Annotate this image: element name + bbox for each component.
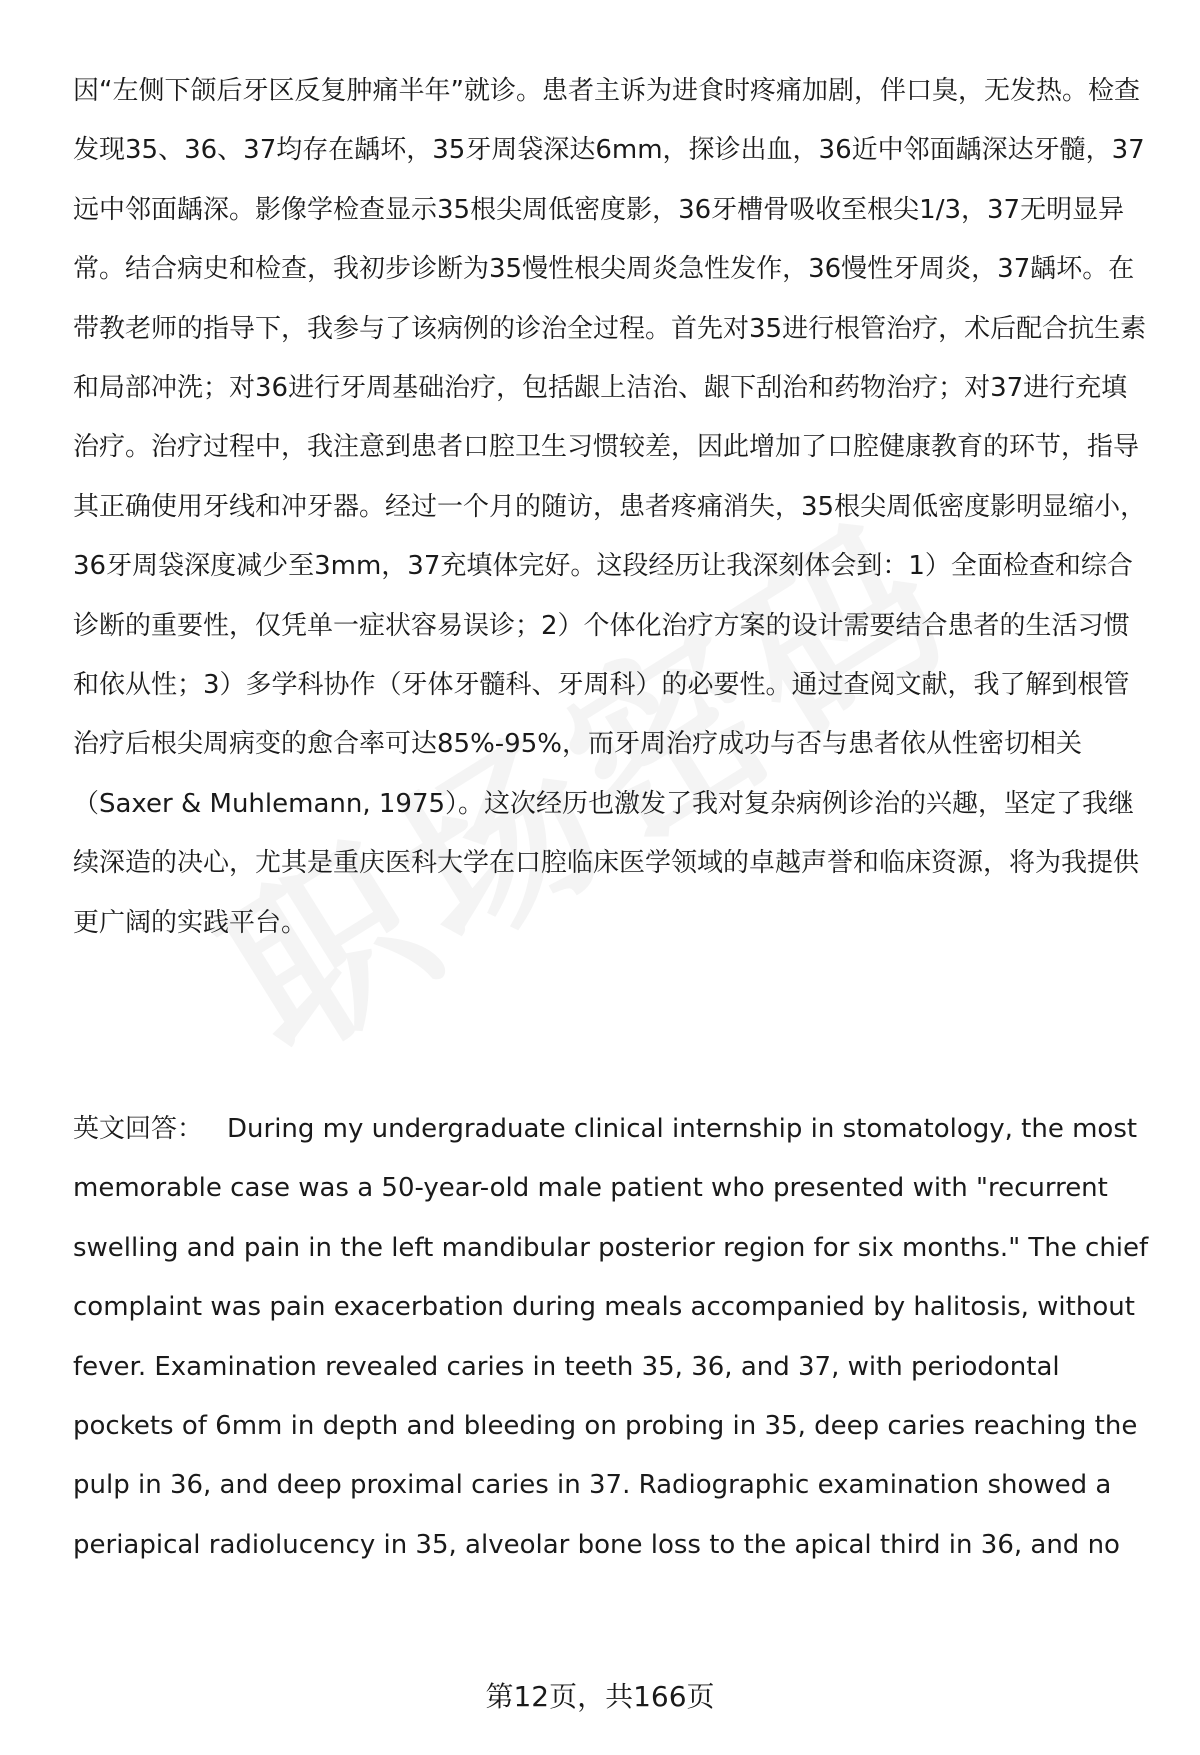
english-answer-label: 英文回答：	[73, 1114, 204, 1144]
english-answer-text: During my undergraduate clinical internship in stomatology, the most memorable case was a 50-year-old male patient who presented with "recurrent swelling and pain in the left mandibular posterior region for six months." The chief complaint was pain exacerbation during meals accompanied by halitosis, without fever. Examination revealed caries in teeth 35, 36, and 37, with periodontal pockets of 6mm in depth and bleeding on probing in 35, deep caries reaching the pulp in 36, and deep proximal caries in 37. Radiographic examination showed a periapical radiolucency in 35, alveolar bone loss to the apical third in 36, and no	[73, 1114, 1149, 1560]
chinese-answer-paragraph: 因“左侧下颌后牙区反复肿痛半年”就诊。患者主诉为进食时疼痛加剧，伴口臭，无发热。检查发现35、36、37均存在龋坏，35牙周袋深达6mm，探诊出血，36近中邻面龋深达牙髓，37远中邻面龋深。影像学检查显示35根尖周低密度影，36牙槽骨吸收至根尖1/3，37无明显异常。结合病史和检查，我初步诊断为35慢性根尖周炎急性发作，36慢性牙周炎，37龋坏。在带教老师的指导下，我参与了该病例的诊治全过程。首先对35进行根管治疗，术后配合抗生素和局部冲洗；对36进行牙周基础治疗，包括龈上洁治、龈下刮治和药物治疗；对37进行充填治疗。治疗过程中，我注意到患者口腔卫生习惯较差，因此增加了口腔健康教育的环节，指导其正确使用牙线和冲牙器。经过一个月的随访，患者疼痛消失，35根尖周低密度影明显缩小，36牙周袋深度减少至3mm，37充填体完好。这段经历让我深刻体会到：1）全面检查和综合诊断的重要性，仅凭单一症状容易误诊；2）个体化治疗方案的设计需要结合患者的生活习惯和依从性；3）多学科协作（牙体牙髓科、牙周科）的必要性。通过查阅文献，我了解到根管治疗后根尖周病变的愈合率可达85%-95%，而牙周治疗成功与否与患者依从性密切相关（Saxer & Muhlemann, 1975）。这次经历也激发了我对复杂病例诊治的兴趣，坚定了我继续深造的决心，尤其是重庆医科大学在口腔临床医学领域的卓越声誉和临床资源，将为我提供更广阔的实践平台。	[73, 76, 1147, 938]
english-answer-paragraph	[73, 1100, 1153, 1575]
page-footer: 第12页，共166页	[485, 1680, 715, 1713]
